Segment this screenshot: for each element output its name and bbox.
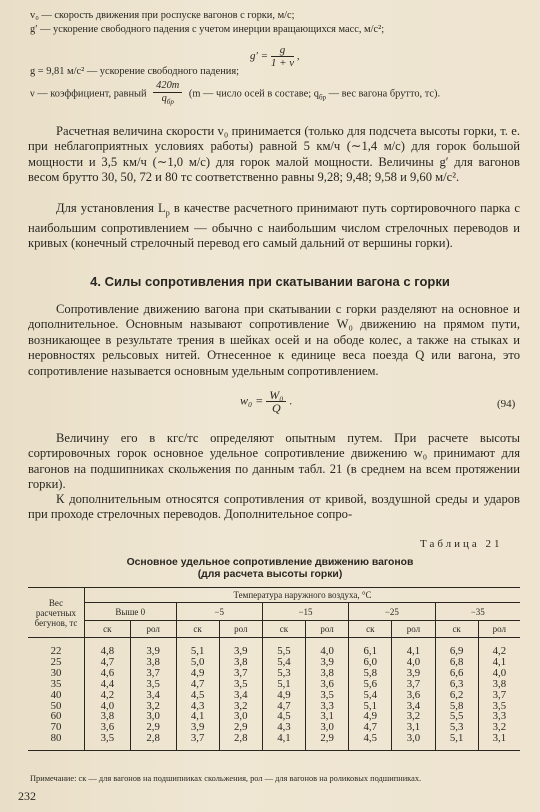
value-cell: 2,8 [130, 733, 176, 750]
weight-cell: 40 [50, 688, 62, 701]
paragraph-velocity: Расчетная величина скорости v₀ принимается (только для подсчета высоты горки, т. е. при неблагоприятных условиях работы) равной 5 км/ч (∼1,4 м/с) для горок большой мощности и 3,5 км/ч (∼1,0 м/с) для горок малой мощности. Величины g′ для вагонов весом брутто 30, 50, 72 и 80 тс соответственно равны 9,28; 9,48; 9,58 и 9,60 м/с². [28, 124, 520, 185]
range-header: −5 [176, 603, 262, 621]
value-cell: 4,0 [478, 668, 520, 679]
value-cell: 6,9 [435, 638, 478, 657]
value-cell: 3,2 [392, 711, 435, 722]
value-cell: 3,9 [392, 668, 435, 679]
value-cell: 4,5 [176, 690, 219, 701]
value-cell: 3,8 [130, 657, 176, 668]
subcolumn-header: ск [262, 621, 305, 638]
table-row [28, 733, 520, 750]
value-cell: 2,9 [219, 722, 262, 733]
value-cell: 6,6 [435, 668, 478, 679]
table-row [28, 638, 520, 657]
value-cell: 3,7 [130, 668, 176, 679]
value-cell: 3,9 [130, 638, 176, 657]
value-cell: 5,0 [176, 657, 219, 668]
value-cell: 3,1 [478, 733, 520, 750]
def-nu: ν — коэффициент, равный $\frac{420m}{q_{бр}}$ (m — число осей в составе; $q_{бр}$ — вес вагона брутто, тс). [30, 80, 441, 107]
paragraph-path: Для установления $L_р$ в качестве расчетного принимают путь сортировочного парка с наибольшим сопротивлением — обычно с наибольшим числом стрелочных переводов и кривых (конечный стрелочный перевод его самый дальний от вершины горки). [28, 201, 520, 251]
value-cell: 3,6 [306, 679, 349, 690]
value-cell: 3,6 [392, 690, 435, 701]
value-cell: 3,9 [176, 722, 219, 733]
value-cell: 4,7 [176, 679, 219, 690]
paragraph-values: Величину его в кгс/тс определяют опытным путем. При расчете высоты сортировочных горок основное удельное сопротивление движению w₀ принимают для вагонов на подшипниках скольжения по данным табл. 21 (в среднем на всем протяжении горки). [28, 431, 520, 492]
value-cell: 3,8 [478, 679, 520, 690]
table-row [28, 690, 520, 701]
value-cell: 5,8 [349, 668, 392, 679]
range-header: −35 [435, 603, 520, 621]
value-cell: 4,8 [85, 638, 131, 657]
weight-cell: 35 [50, 677, 62, 690]
value-cell: 3,8 [219, 657, 262, 668]
formula-gprime: g′ = $\frac{g}{1 + \nu}$ , [250, 44, 300, 69]
page-number: 232 [18, 789, 36, 803]
value-cell: 4,0 [392, 657, 435, 668]
value-cell: 3,0 [219, 711, 262, 722]
table-note: Примечание: ск — для вагонов на подшипниках скольжения, рол — для вагонов на роликовых подшипниках. [30, 774, 422, 783]
value-cell: 2,9 [306, 733, 349, 750]
value-cell: 4,1 [262, 733, 305, 750]
value-cell: 5,1 [349, 701, 392, 712]
table-caption: Таблица 21 [420, 538, 503, 550]
weight-cell: 50 [50, 699, 62, 712]
value-cell: 3,7 [219, 668, 262, 679]
value-cell: 3,2 [219, 701, 262, 712]
def-gprime: g′ — ускорение свободного падения с учетом инерции вращающихся масс, м/с²; [30, 24, 385, 35]
subcolumn-header: рол [130, 621, 176, 638]
range-header: −15 [262, 603, 348, 621]
value-cell: 3,2 [130, 701, 176, 712]
value-cell: 6,0 [349, 657, 392, 668]
value-cell: 3,0 [306, 722, 349, 733]
subcolumn-header: ск [349, 621, 392, 638]
value-cell: 3,2 [478, 722, 520, 733]
value-cell: 3,1 [306, 711, 349, 722]
value-cell: 4,9 [349, 711, 392, 722]
subcolumn-header: рол [478, 621, 520, 638]
value-cell: 3,4 [219, 690, 262, 701]
range-header: −25 [349, 603, 435, 621]
subcolumn-header: ск [176, 621, 219, 638]
header-subcolumns [28, 621, 520, 638]
value-cell: 3,4 [130, 690, 176, 701]
value-cell: 3,3 [306, 701, 349, 712]
table-body [28, 638, 520, 751]
value-cell: 4,1 [176, 711, 219, 722]
header-ranges [28, 603, 520, 621]
weight-cell: 22 [50, 645, 62, 657]
value-cell: 6,1 [349, 638, 392, 657]
value-cell: 3,8 [85, 711, 131, 722]
value-cell: 4,7 [262, 701, 305, 712]
value-cell: 5,4 [349, 690, 392, 701]
subcolumn-header: ск [85, 621, 131, 638]
value-cell: 4,4 [85, 679, 131, 690]
def-g: g = 9,81 м/с² — ускорение свободного падения; [30, 66, 239, 77]
value-cell: 3,3 [478, 711, 520, 722]
weight-cell: 25 [50, 655, 62, 668]
paragraph-additional: К дополнительным относятся сопротивления от кривой, воздушной среды и ударов при проходе стрелочных переводов. Дополнительное сопро- [28, 492, 520, 522]
value-cell: 5,1 [435, 733, 478, 750]
value-cell: 5,3 [435, 722, 478, 733]
value-cell: 3,0 [392, 733, 435, 750]
value-cell: 3,6 [85, 722, 131, 733]
weight-cell: 30 [50, 666, 62, 679]
value-cell: 3,7 [392, 679, 435, 690]
value-cell: 4,1 [478, 657, 520, 668]
resistance-table [28, 587, 520, 751]
value-cell: 6,3 [435, 679, 478, 690]
weight-cell: 60 [50, 710, 62, 723]
weight-cell: 80 [28, 733, 85, 750]
equation-94: w₀ = $\frac{\text{W₀}}{Q}$ . [240, 388, 293, 415]
value-cell: 3,5 [478, 701, 520, 712]
value-cell: 2,8 [219, 733, 262, 750]
value-cell: 3,8 [306, 668, 349, 679]
value-cell: 3,7 [478, 690, 520, 701]
value-cell: 3,0 [130, 711, 176, 722]
value-cell: 3,9 [306, 657, 349, 668]
value-cell: 4,5 [349, 733, 392, 750]
header-weight: Вес расчетных бегунов, тс [28, 588, 85, 638]
table-row [28, 679, 520, 690]
subcolumn-header: ск [435, 621, 478, 638]
value-cell: 4,7 [349, 722, 392, 733]
value-cell: 4,0 [85, 701, 131, 712]
value-cell: 5,6 [349, 679, 392, 690]
value-cell: 3,5 [219, 679, 262, 690]
value-cell: 4,2 [478, 638, 520, 657]
value-cell: 4,3 [176, 701, 219, 712]
value-cell: 3,1 [392, 722, 435, 733]
value-cell: 4,1 [392, 638, 435, 657]
value-cell: 2,9 [130, 722, 176, 733]
section-title: 4. Силы сопротивления при скатывании вагона с горки [90, 274, 450, 289]
value-cell: 3,5 [306, 690, 349, 701]
value-cell: 4,9 [176, 668, 219, 679]
value-cell: 6,8 [435, 657, 478, 668]
value-cell: 5,4 [262, 657, 305, 668]
paragraph-resistance: Сопротивление движению вагона при скатывании с горки разделяют на основное и дополнительное. Основным называют сопротивление W₀ движению на прямом пути, возникающее в результате трения в шейках осей и на ободе колес, а также на стыках и неровностях рельсовых нитей. Отнесенное к единице веса поезда Q или вагона, это сопротивление называется основным удельным сопротивлением. [28, 302, 520, 378]
value-cell: 5,3 [262, 668, 305, 679]
value-cell: 3,5 [130, 679, 176, 690]
value-cell: 4,3 [262, 722, 305, 733]
value-cell: 3,7 [176, 733, 219, 750]
nu-fraction: $\frac{420m}{q_{бр}}$ [153, 80, 182, 108]
value-cell: 3,9 [219, 638, 262, 657]
value-cell: 4,7 [85, 657, 131, 668]
value-cell: 4,5 [262, 711, 305, 722]
value-cell: 5,5 [435, 711, 478, 722]
value-cell: 6,2 [435, 690, 478, 701]
value-cell: 5,5 [262, 638, 305, 657]
value-cell: 4,6 [85, 668, 131, 679]
subcolumn-header: рол [306, 621, 349, 638]
value-cell: 3,4 [392, 701, 435, 712]
value-cell: 4,9 [262, 690, 305, 701]
header-temperature: Температура наружного воздуха, °C [85, 588, 521, 603]
subcolumn-header: рол [392, 621, 435, 638]
value-cell: 4,2 [85, 690, 131, 701]
range-header: Выше 0 [85, 603, 177, 621]
value-cell: 5,8 [435, 701, 478, 712]
weight-cell: 70 [50, 721, 62, 734]
subcolumn-header: рол [219, 621, 262, 638]
value-cell: 3,5 [85, 733, 131, 750]
value-cell: 5,1 [176, 638, 219, 657]
equation-number: (94) [497, 398, 516, 410]
value-cell: 5,1 [262, 679, 305, 690]
def-v0: v₀ — скорость движения при роспуске вагонов с горки, м/с; [30, 10, 295, 21]
table-title: Основное удельное сопротивление движению вагонов (для расчета высоты горки) [126, 557, 414, 580]
value-cell: 4,0 [306, 638, 349, 657]
